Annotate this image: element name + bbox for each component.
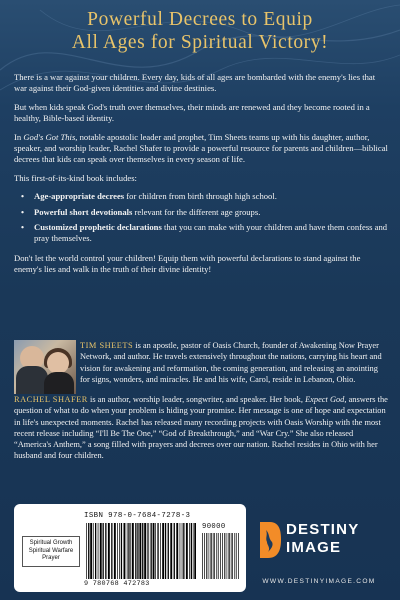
rachel-bio-post: , answers the question of what to do when your problem is hiding your promise. Her message is one of hope and expectation in life's unexpected moments. Rachel has released many recording projects with Oasis Worship with the most recent release including “I'll Be The One,” “God of Breakthrough,” and “War Cry.” She also released “America's Anthem,” a song filled with prayers and decrees over our nation. Rachel resides in Ohio with her husband and four children. bbox=[14, 395, 388, 461]
feature-rest: that you can make with your children and have them confess and pray themselves. bbox=[34, 222, 388, 244]
closing-paragraph: Don't let the world control your children! Equip them with powerful declarations to stand against the enemy's lies and walk in the truth of their divine identity! bbox=[14, 252, 361, 275]
rachel-shafer-bio bbox=[14, 394, 388, 462]
addon-barcode-icon bbox=[202, 533, 240, 579]
bullet-glyph: • bbox=[21, 191, 25, 202]
author-name-tim: TIM SHEETS bbox=[80, 341, 134, 350]
publisher-logo bbox=[258, 518, 388, 566]
category: Spiritual Growth bbox=[29, 540, 73, 546]
category: Prayer bbox=[42, 555, 60, 561]
headline bbox=[0, 8, 400, 54]
feature-bold: Age-appropriate decrees bbox=[34, 191, 125, 202]
feature-rest: for children from birth through high school. bbox=[124, 191, 277, 202]
author-photo bbox=[14, 340, 76, 394]
intro-paragraph-3 bbox=[14, 132, 388, 166]
intro-paragraph-2: But when kids speak God's truth over themselves, their minds are renewed and they become rooted in a healthy, Bible-based identity. bbox=[14, 101, 370, 124]
barcode-digits: 9 780768 472783 bbox=[84, 580, 150, 588]
publisher-name-line-1: DESTINY bbox=[286, 521, 360, 538]
category-list bbox=[22, 536, 80, 567]
intro-paragraph-4: This first-of-its-kind book includes: bbox=[14, 172, 137, 183]
feature-list bbox=[14, 191, 388, 245]
publisher-name-line-2: IMAGE bbox=[286, 539, 342, 556]
bullet-glyph: • bbox=[21, 206, 25, 217]
feature-item bbox=[14, 207, 388, 218]
feature-item bbox=[14, 191, 388, 202]
category: Spiritual Warfare bbox=[28, 547, 74, 554]
flame-d-icon bbox=[258, 518, 282, 562]
description bbox=[14, 72, 388, 283]
headline-line-2: All Ages for Spiritual Victory! bbox=[71, 32, 329, 53]
author-name-rachel: RACHEL SHAFER bbox=[14, 395, 88, 404]
bullet-glyph: • bbox=[21, 222, 25, 233]
feature-item bbox=[14, 222, 388, 245]
headline-line-1: Powerful Decrees to Equip bbox=[87, 9, 313, 30]
feature-bold: Powerful short devotionals bbox=[34, 206, 133, 217]
addon-code: 90000 bbox=[202, 523, 226, 531]
publisher-website: WWW.DESTINYIMAGE.COM bbox=[262, 578, 376, 585]
intro-p3-post: , notable apostolic leader and prophet, Tim Sheets teams up with his daughter, author, speaker, and worship leader, Rachel Shafer to provide a powerful resource for parents and children—biblical decrees that kids can speak over themselves in every season of life. bbox=[14, 131, 388, 165]
book-title: God's Got This bbox=[23, 131, 76, 142]
feature-rest: relevant for the different age groups. bbox=[132, 206, 261, 217]
barcode-icon bbox=[86, 523, 196, 579]
barcode-panel bbox=[14, 504, 246, 592]
intro-paragraph-1: There is a war against your children. Every day, kids of all ages are bombarded with the enemy's lies that war against their God-given identities and divine destinies. bbox=[14, 72, 376, 94]
feature-bold: Customized prophetic declarations bbox=[34, 222, 162, 233]
tim-sheets-bio bbox=[80, 340, 388, 385]
rachel-bio-pre: is an author, worship leader, songwriter, and speaker. Her book, bbox=[87, 395, 306, 404]
isbn-label: ISBN 978-0-7684-7278-3 bbox=[84, 512, 191, 520]
rachel-book-title: Expect God bbox=[305, 395, 345, 404]
intro-p3-pre: In bbox=[14, 131, 24, 142]
tim-bio-text: is an apostle, pastor of Oasis Church, founder of Awakening Now Prayer Network, and author. He travels extensively throughout the nations, carrying his heart and vision for awakening and reformation, the coming generation, and releasing an anointing for signs, wonders, and miracles. He and his wife, Carol, reside in Lebanon, Ohio. bbox=[80, 341, 382, 384]
